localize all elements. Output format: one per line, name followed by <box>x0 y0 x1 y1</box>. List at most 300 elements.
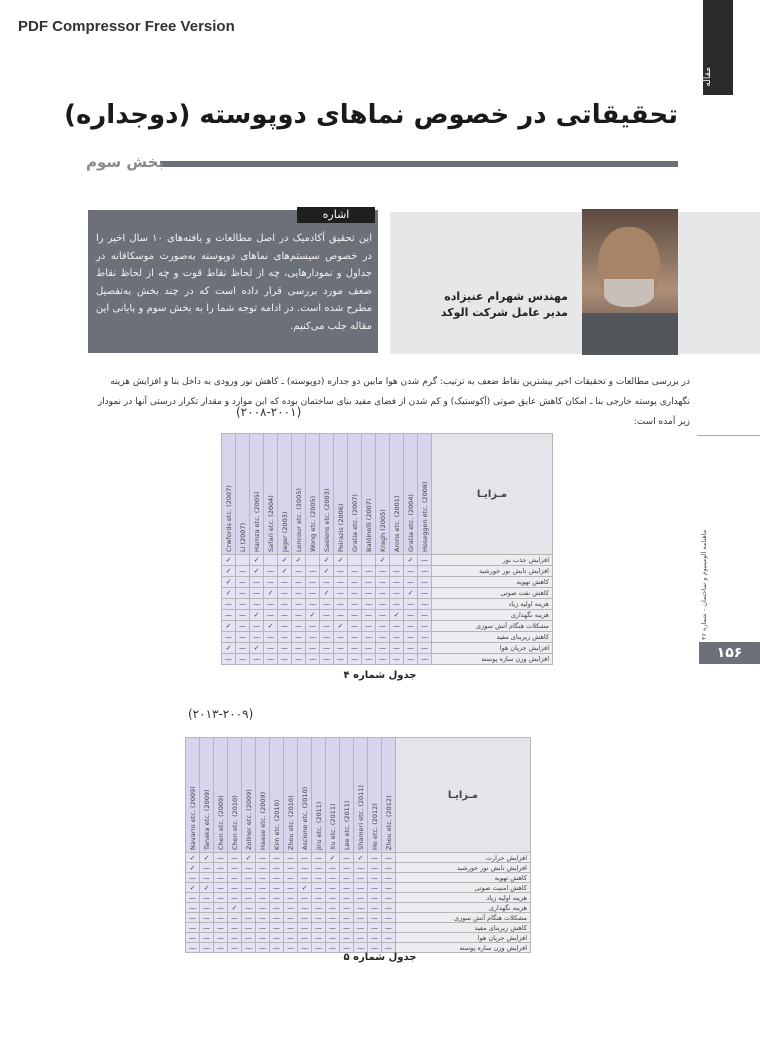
dash-mark: — <box>334 599 348 610</box>
dash-mark: — <box>354 883 368 893</box>
side-rule <box>697 435 760 436</box>
dash-mark: — <box>340 873 354 883</box>
dash-mark: — <box>340 893 354 903</box>
dash-mark: — <box>298 863 312 873</box>
reference-header: Chen etc. (2009) <box>214 738 228 853</box>
dash-mark: — <box>228 873 242 883</box>
reference-header: Haase etc. (2009) <box>256 738 270 853</box>
dash-mark: — <box>214 933 228 943</box>
table-row <box>186 893 531 903</box>
dash-mark: — <box>334 632 348 643</box>
dash-mark: — <box>236 654 250 665</box>
dash-mark: — <box>382 923 396 933</box>
dash-mark: — <box>320 577 334 588</box>
dash-mark: — <box>348 621 362 632</box>
dash-mark: — <box>284 863 298 873</box>
table-row <box>186 853 531 863</box>
dash-mark: — <box>404 632 418 643</box>
dash-mark: — <box>292 588 306 599</box>
check-mark: ✓ <box>186 853 200 863</box>
dash-mark: — <box>368 853 382 863</box>
dash-mark: — <box>270 853 284 863</box>
check-mark: ✓ <box>334 555 348 566</box>
row-label: افزایش وزن سازه پوسته <box>432 654 553 665</box>
dash-mark: — <box>278 632 292 643</box>
dash-mark: — <box>264 566 278 577</box>
part-label: بخش سوم <box>86 153 165 171</box>
author-photo <box>582 209 678 355</box>
check-mark: ✓ <box>390 610 404 621</box>
dash-mark: — <box>284 893 298 903</box>
row-label: هزینه اولیه زیاد <box>432 599 553 610</box>
dash-mark: — <box>354 923 368 933</box>
reference-header: Poirazis (2006) <box>334 434 348 555</box>
reference-header: Shameri etc. (2011) <box>354 738 368 853</box>
dash-mark: — <box>270 923 284 933</box>
dash-mark: — <box>362 599 376 610</box>
dash-mark: — <box>326 873 340 883</box>
side-meta: ماهنامه آلومینیوم و ساختمان - شماره ۴۶ <box>700 529 708 640</box>
dash-mark: — <box>242 943 256 953</box>
dash-mark: — <box>312 883 326 893</box>
dash-mark: — <box>368 943 382 953</box>
dash-mark: — <box>292 621 306 632</box>
dash-mark: — <box>312 923 326 933</box>
check-mark: ✓ <box>222 566 236 577</box>
dash-mark: — <box>340 913 354 923</box>
dash-mark: — <box>326 943 340 953</box>
advantages-header: مـزایـا <box>396 738 531 853</box>
dash-mark: — <box>222 632 236 643</box>
dash-mark: — <box>418 643 432 654</box>
section-tab <box>703 0 733 95</box>
dash-mark: — <box>340 903 354 913</box>
dash-mark: — <box>348 577 362 588</box>
dash-mark: — <box>186 893 200 903</box>
dash-mark: — <box>312 903 326 913</box>
dash-mark: — <box>236 588 250 599</box>
check-mark: ✓ <box>250 610 264 621</box>
check-mark: ✓ <box>222 588 236 599</box>
dash-mark: — <box>390 643 404 654</box>
dash-mark: — <box>320 632 334 643</box>
reference-header: Zhou etc. (2012) <box>382 738 396 853</box>
reference-header: Tanaka etc. (2009) <box>200 738 214 853</box>
body-paragraph: در بررسی مطالعات و تحقیقات اخیر بیشترین نقاط ضعف به ترتیب: گرم شدن هوا مابین دو جداره (دوپوسته) ـ کاهش نور ورودی به داخل بنا و افزایش هزینه نگهداری پوسته خارجی بنا ـ امکان کاهش عایق صوتی (آکوستیک) و کم شدن از فضای مفید بنای ساختمان بوده که این موارد و مقدار تکرار درستی آنها در نمودار زیر آمده است: <box>97 377 690 427</box>
row-label: هزینه نگهداری <box>432 610 553 621</box>
dash-mark: — <box>298 923 312 933</box>
row-label: کاهش امنیت صوتی <box>396 883 531 893</box>
dash-mark: — <box>376 621 390 632</box>
dash-mark: — <box>326 933 340 943</box>
dash-mark: — <box>298 913 312 923</box>
dash-mark: — <box>214 923 228 933</box>
dash-mark: — <box>186 913 200 923</box>
dash-mark: — <box>242 873 256 883</box>
dash-mark: — <box>354 893 368 903</box>
check-mark: ✓ <box>404 588 418 599</box>
dash-mark: — <box>326 883 340 893</box>
dash-mark: — <box>312 873 326 883</box>
dash-mark: — <box>264 632 278 643</box>
table-row <box>222 588 553 599</box>
dash-mark: — <box>236 599 250 610</box>
check-mark: ✓ <box>376 555 390 566</box>
dash-mark: — <box>256 893 270 903</box>
dash-mark: — <box>270 943 284 953</box>
dash-mark: — <box>236 632 250 643</box>
dash-mark: — <box>228 943 242 953</box>
table-row <box>186 923 531 933</box>
dash-mark: — <box>242 903 256 913</box>
dash-mark: — <box>292 610 306 621</box>
advantages-header: مـزایـا <box>432 434 553 555</box>
dash-mark: — <box>186 923 200 933</box>
dash-mark: — <box>418 588 432 599</box>
reference-header: Wong etc. (2005) <box>306 434 320 555</box>
dash-mark: — <box>242 883 256 893</box>
dash-mark: — <box>390 621 404 632</box>
dash-mark: — <box>418 632 432 643</box>
dash-mark: — <box>222 599 236 610</box>
row-label: افزایش وزن سازه پوسته <box>396 943 531 953</box>
dash-mark: — <box>390 566 404 577</box>
dash-mark: — <box>222 610 236 621</box>
dash-mark: — <box>278 643 292 654</box>
dash-mark: — <box>376 632 390 643</box>
reference-header: Loncour etc. (2005) <box>292 434 306 555</box>
dash-mark: — <box>278 654 292 665</box>
reference-header: Xu etc. (2011) <box>326 738 340 853</box>
dash-mark: — <box>312 913 326 923</box>
dash-mark: — <box>382 943 396 953</box>
dash-mark: — <box>312 943 326 953</box>
dash-mark: — <box>270 913 284 923</box>
check-mark: ✓ <box>404 555 418 566</box>
reference-header: Chen etc. (2010) <box>228 738 242 853</box>
dash-mark: — <box>256 863 270 873</box>
dash-mark: — <box>368 883 382 893</box>
check-mark: ✓ <box>200 883 214 893</box>
dash-mark: — <box>312 863 326 873</box>
dash-mark: — <box>292 566 306 577</box>
dash-mark: — <box>186 873 200 883</box>
dash-mark: — <box>376 610 390 621</box>
dash-mark: — <box>236 621 250 632</box>
dash-mark: — <box>236 566 250 577</box>
dash-mark: — <box>334 588 348 599</box>
dash-mark: — <box>242 933 256 943</box>
dash-mark: — <box>362 654 376 665</box>
dash-mark: — <box>404 643 418 654</box>
dash-mark: — <box>348 610 362 621</box>
dash-mark: — <box>354 913 368 923</box>
dash-mark: — <box>418 621 432 632</box>
abstract-text: این تحقیق آکادمیک در اصل مطالعات و یافته‌های ۱۰ سال اخیر را در خصوص سیستم‌های نماهای دوپوسته به‌صورت موسکافانه در جداول و نمودارهایی، چه از لحاظ نقاط قوت و چه از لحاظ نقاط ضعف مورد بررسی قرار داده است که در چند بخش به‌تفصیل مطرح شده است. در ادامه توجه شما را به بخش سوم و پایانی این مقاله جلب می‌کنیم. <box>96 233 372 332</box>
dash-mark: — <box>354 873 368 883</box>
reference-header: Jiru etc. (2011) <box>312 738 326 853</box>
table-row <box>222 643 553 654</box>
dash-mark: — <box>284 913 298 923</box>
check-mark: ✓ <box>242 853 256 863</box>
dash-mark: — <box>264 577 278 588</box>
reference-header: Gratia etc. (2004) <box>404 434 418 555</box>
dash-mark: — <box>242 863 256 873</box>
reference-header: Navarro etc. (2009) <box>186 738 200 853</box>
dash-mark: — <box>312 893 326 903</box>
dash-mark: — <box>340 853 354 863</box>
check-mark: ✓ <box>298 883 312 893</box>
table-row <box>222 632 553 643</box>
dash-mark: — <box>284 933 298 943</box>
dash-mark: — <box>376 588 390 599</box>
dash-mark: — <box>270 933 284 943</box>
dash-mark: — <box>250 588 264 599</box>
author-band <box>390 212 760 354</box>
dash-mark: — <box>228 893 242 903</box>
dash-mark: — <box>348 632 362 643</box>
abstract-tag: اشاره <box>297 207 375 223</box>
dash-mark: — <box>382 913 396 923</box>
dash-mark: — <box>376 566 390 577</box>
dash-mark: — <box>382 903 396 913</box>
dash-mark: — <box>404 566 418 577</box>
check-mark: ✓ <box>222 555 236 566</box>
dash-mark: — <box>376 654 390 665</box>
dash-mark: — <box>256 923 270 933</box>
table-row <box>222 654 553 665</box>
dash-mark: — <box>418 599 432 610</box>
check-mark: ✓ <box>354 853 368 863</box>
reference-header: Ascione etc. (2010) <box>298 738 312 853</box>
dash-mark: — <box>200 873 214 883</box>
dash-mark: — <box>236 643 250 654</box>
dash-mark: — <box>228 923 242 933</box>
dash-mark: — <box>312 933 326 943</box>
dash-mark: — <box>362 632 376 643</box>
reference-header: Zhou etc. (2010) <box>284 738 298 853</box>
dash-mark: — <box>418 610 432 621</box>
dash-mark: — <box>242 913 256 923</box>
dash-mark: — <box>200 903 214 913</box>
dash-mark: — <box>368 873 382 883</box>
dash-mark <box>348 555 362 566</box>
dash-mark: — <box>200 863 214 873</box>
dash-mark: — <box>264 654 278 665</box>
dash-mark: — <box>256 853 270 863</box>
table-row <box>186 933 531 943</box>
reference-header: Hoseggen etc. (2008) <box>418 434 432 555</box>
dash-mark: — <box>214 903 228 913</box>
row-label: هزینه اولیه زیاد <box>396 893 531 903</box>
dash-mark: — <box>270 883 284 893</box>
dash-mark: — <box>376 577 390 588</box>
check-mark: ✓ <box>186 883 200 893</box>
dash-mark: — <box>334 566 348 577</box>
check-mark: ✓ <box>292 555 306 566</box>
dash-mark: — <box>256 943 270 953</box>
row-label: افزایش جریان هوا <box>432 643 553 654</box>
dash-mark: — <box>382 893 396 903</box>
dash-mark: — <box>382 853 396 863</box>
reference-header: Jager (2003) <box>278 434 292 555</box>
check-mark: ✓ <box>250 643 264 654</box>
dash-mark: — <box>340 863 354 873</box>
check-mark: ✓ <box>222 577 236 588</box>
dash-mark: — <box>348 643 362 654</box>
dash-mark: — <box>362 610 376 621</box>
dash-mark: — <box>298 893 312 903</box>
dash-mark: — <box>320 599 334 610</box>
dash-mark: — <box>250 621 264 632</box>
dash-mark <box>264 555 278 566</box>
dash-mark: — <box>418 654 432 665</box>
table-4 <box>221 433 553 665</box>
dash-mark: — <box>390 599 404 610</box>
dash-mark: — <box>362 643 376 654</box>
check-mark: ✓ <box>278 566 292 577</box>
dash-mark: — <box>284 873 298 883</box>
dash-mark: — <box>354 933 368 943</box>
table-row <box>222 555 553 566</box>
dash-mark: — <box>362 621 376 632</box>
part-divider <box>160 161 678 167</box>
dash-mark: — <box>334 577 348 588</box>
dash-mark: — <box>390 588 404 599</box>
check-mark: ✓ <box>200 853 214 863</box>
dash-mark: — <box>368 923 382 933</box>
dash-mark: — <box>382 863 396 873</box>
table-row <box>222 599 553 610</box>
check-mark: ✓ <box>228 903 242 913</box>
dash-mark: — <box>256 903 270 913</box>
dash-mark: — <box>306 577 320 588</box>
check-mark: ✓ <box>306 610 320 621</box>
row-label: افزایش جذب نور <box>432 555 553 566</box>
table-row <box>222 621 553 632</box>
dash-mark: — <box>362 566 376 577</box>
dash-mark: — <box>306 643 320 654</box>
dash-mark: — <box>390 577 404 588</box>
dash-mark: — <box>270 873 284 883</box>
row-label: افزایش تابش نور خورشید <box>396 863 531 873</box>
dash-mark: — <box>256 883 270 893</box>
dash-mark: — <box>200 933 214 943</box>
dash-mark: — <box>284 883 298 893</box>
dash-mark: — <box>200 913 214 923</box>
dash-mark: — <box>382 933 396 943</box>
dash-mark: — <box>368 913 382 923</box>
dash-mark: — <box>214 853 228 863</box>
dash-mark: — <box>354 943 368 953</box>
dash-mark: — <box>256 913 270 923</box>
dash-mark: — <box>348 654 362 665</box>
dash-mark: — <box>306 566 320 577</box>
section-tab-label: مقاله <box>703 67 713 87</box>
dash-mark: — <box>340 933 354 943</box>
dash-mark: — <box>306 599 320 610</box>
check-mark: ✓ <box>222 621 236 632</box>
dash-mark: — <box>404 610 418 621</box>
dash-mark: — <box>298 903 312 913</box>
reference-header: Lee etc. (2011) <box>340 738 354 853</box>
table-row <box>186 863 531 873</box>
row-label: افزایش تابش نور خورشید <box>432 566 553 577</box>
dash-mark: — <box>334 654 348 665</box>
dash-mark: — <box>306 632 320 643</box>
dash-mark: — <box>284 853 298 863</box>
reference-header: Hamza etc. (2005) <box>250 434 264 555</box>
check-mark: ✓ <box>320 588 334 599</box>
dash-mark: — <box>250 577 264 588</box>
table5-range: (۲۰۱۳-۲۰۰۹) <box>188 707 254 721</box>
dash-mark: — <box>214 873 228 883</box>
dash-mark: — <box>298 853 312 863</box>
row-label: هزینه نگهداری <box>396 903 531 913</box>
table-row <box>186 873 531 883</box>
dash-mark: — <box>292 632 306 643</box>
dash-mark: — <box>334 643 348 654</box>
dash-mark: — <box>340 883 354 893</box>
row-label: کاهش نفت صوتی <box>432 588 553 599</box>
dash-mark: — <box>354 863 368 873</box>
row-label: کاهش تهویه <box>396 873 531 883</box>
dash-mark: — <box>270 893 284 903</box>
dash-mark: — <box>306 588 320 599</box>
dash-mark: — <box>186 933 200 943</box>
dash-mark <box>236 555 250 566</box>
dash-mark: — <box>418 555 432 566</box>
table-row <box>222 577 553 588</box>
dash-mark: — <box>278 577 292 588</box>
reference-header: Zollner etc. (2009) <box>242 738 256 853</box>
dash-mark: — <box>200 943 214 953</box>
dash-mark: — <box>390 632 404 643</box>
dash-mark: — <box>404 654 418 665</box>
dash-mark <box>390 555 404 566</box>
table5-caption: جدول شماره ۵ <box>343 952 417 963</box>
dash-mark: — <box>348 566 362 577</box>
dash-mark: — <box>348 588 362 599</box>
table-row <box>222 566 553 577</box>
check-mark: ✓ <box>222 643 236 654</box>
dash-mark: — <box>340 943 354 953</box>
dash-mark: — <box>376 599 390 610</box>
dash-mark: — <box>228 863 242 873</box>
dash-mark: — <box>326 863 340 873</box>
dash-mark: — <box>292 577 306 588</box>
dash-mark: — <box>354 903 368 913</box>
reference-header: Li (2007) <box>236 434 250 555</box>
dash-mark: — <box>242 923 256 933</box>
dash-mark: — <box>250 632 264 643</box>
dash-mark: — <box>236 577 250 588</box>
reference-header: Kragh (2005) <box>376 434 390 555</box>
dash-mark: — <box>284 943 298 953</box>
table-row <box>186 903 531 913</box>
dash-mark: — <box>278 610 292 621</box>
row-label: مشکلات هنگام آتش سوزی <box>396 913 531 923</box>
dash-mark: — <box>418 577 432 588</box>
reference-header: Gratia etc. (2007) <box>348 434 362 555</box>
dash-mark: — <box>214 913 228 923</box>
check-mark: ✓ <box>326 853 340 863</box>
dash-mark: — <box>320 621 334 632</box>
dash-mark: — <box>404 621 418 632</box>
dash-mark: — <box>368 863 382 873</box>
row-label: افزایش جریان هوا <box>396 933 531 943</box>
page-number: ۱۵۶ <box>699 642 760 664</box>
